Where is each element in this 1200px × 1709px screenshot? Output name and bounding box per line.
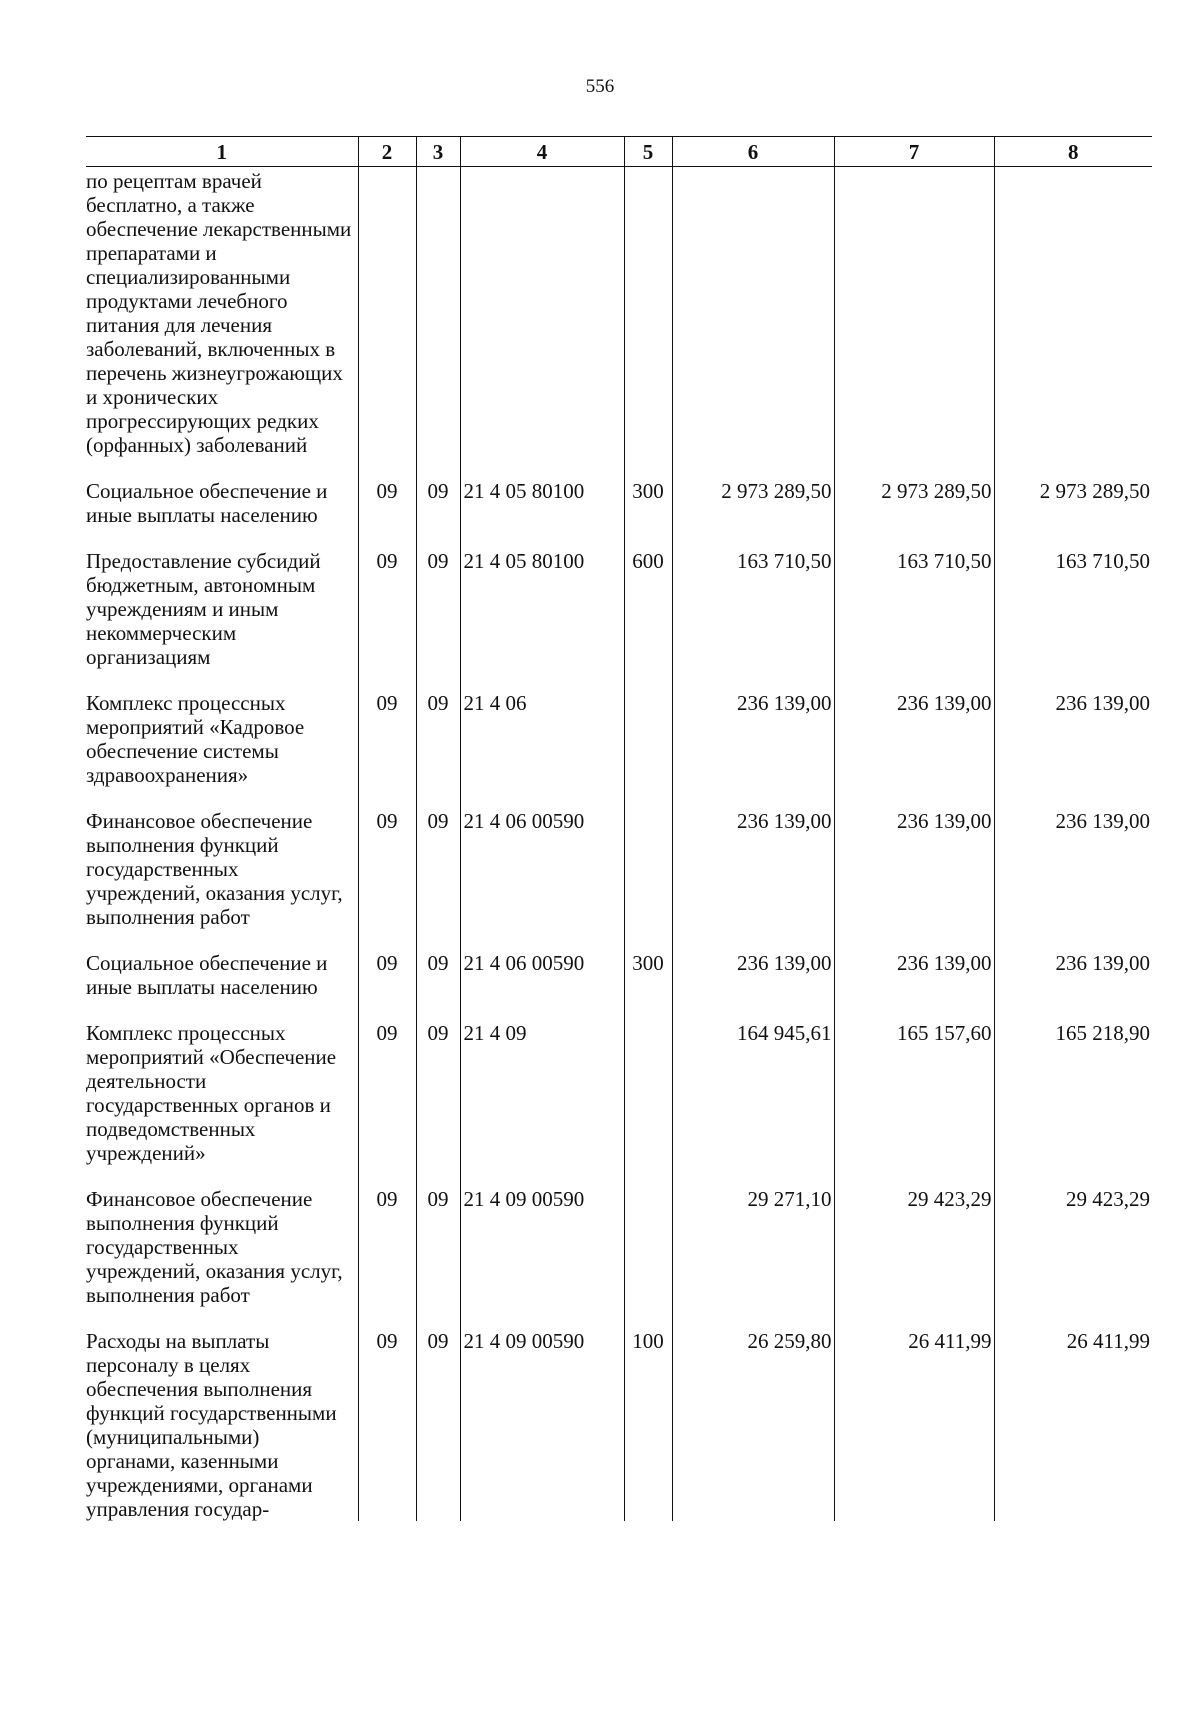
amount-col6: 2 973 289,50 <box>672 479 834 549</box>
target-article-code: 21 4 06 00590 <box>460 809 624 951</box>
section-code: 09 <box>358 809 416 951</box>
table-row <box>86 167 1152 480</box>
section-code: 09 <box>358 1021 416 1187</box>
amount-col8: 2 973 289,50 <box>994 479 1152 549</box>
expense-type-code: 100 <box>624 1329 672 1521</box>
amount-col8: 163 710,50 <box>994 549 1152 691</box>
subsection-code: 09 <box>416 951 460 1021</box>
subsection-code: 09 <box>416 1187 460 1329</box>
subsection-code: 09 <box>416 1021 460 1187</box>
target-article-code: 21 4 09 00590 <box>460 1329 624 1521</box>
expense-type-code <box>624 691 672 809</box>
expense-type-code <box>624 167 672 480</box>
budget-table <box>86 136 1152 1521</box>
section-code: 09 <box>358 1329 416 1521</box>
amount-col7: 26 411,99 <box>834 1329 994 1521</box>
amount-col7: 236 139,00 <box>834 951 994 1021</box>
expense-type-code: 600 <box>624 549 672 691</box>
subsection-code: 09 <box>416 691 460 809</box>
target-article-code: 21 4 09 <box>460 1021 624 1187</box>
amount-col8: 236 139,00 <box>994 809 1152 951</box>
target-article-code: 21 4 09 00590 <box>460 1187 624 1329</box>
amount-col6 <box>672 167 834 480</box>
expense-type-code <box>624 1021 672 1187</box>
subsection-code <box>416 167 460 480</box>
table-header-row <box>86 137 1152 167</box>
section-code: 09 <box>358 691 416 809</box>
page-number: 556 <box>585 76 615 97</box>
amount-col8: 236 139,00 <box>994 951 1152 1021</box>
table-row <box>86 809 1152 951</box>
amount-col6: 29 271,10 <box>672 1187 834 1329</box>
table-row <box>86 951 1152 1021</box>
amount-col8: 236 139,00 <box>994 691 1152 809</box>
subsection-code: 09 <box>416 809 460 951</box>
amount-col7: 163 710,50 <box>834 549 994 691</box>
section-code: 09 <box>358 549 416 691</box>
amount-col7: 165 157,60 <box>834 1021 994 1187</box>
column-header-7: 7 <box>834 137 994 167</box>
amount-col7: 236 139,00 <box>834 809 994 951</box>
amount-col8: 26 411,99 <box>994 1329 1152 1521</box>
section-code <box>358 167 416 480</box>
amount-col8: 165 218,90 <box>994 1021 1152 1187</box>
row-description: Расходы на выплаты персоналу в целях обеспечения выполнения функций государственными (муниципальными) органами, казенными учреждениями, органами управления государ- <box>86 1329 337 1521</box>
amount-col7 <box>834 167 994 480</box>
row-description: Финансовое обеспечение выполнения функций государственных учреждений, оказания услуг, выполнения работ <box>86 1187 343 1307</box>
column-header-1: 1 <box>86 137 358 167</box>
amount-col6: 164 945,61 <box>672 1021 834 1187</box>
amount-col8 <box>994 167 1152 480</box>
table-row <box>86 1187 1152 1329</box>
subsection-code: 09 <box>416 549 460 691</box>
row-description: по рецептам врачей бесплатно, а также обеспечение лекарственными препаратами и специализированными продуктами лечебного питания для лечения заболеваний, включенных в перечень жизнеугрожающих и хронических прогрессирующих редких (орфанных) заболеваний <box>86 169 352 457</box>
budget-table-container <box>86 136 1152 1521</box>
amount-col8: 29 423,29 <box>994 1187 1152 1329</box>
table-row <box>86 479 1152 549</box>
section-code: 09 <box>358 479 416 549</box>
amount-col6: 236 139,00 <box>672 691 834 809</box>
column-header-3: 3 <box>416 137 460 167</box>
column-header-8: 8 <box>994 137 1152 167</box>
target-article-code: 21 4 06 <box>460 691 624 809</box>
table-row <box>86 1329 1152 1521</box>
amount-col7: 29 423,29 <box>834 1187 994 1329</box>
target-article-code: 21 4 05 80100 <box>460 479 624 549</box>
expense-type-code: 300 <box>624 479 672 549</box>
amount-col6: 26 259,80 <box>672 1329 834 1521</box>
table-row <box>86 691 1152 809</box>
column-header-5: 5 <box>624 137 672 167</box>
expense-type-code: 300 <box>624 951 672 1021</box>
target-article-code: 21 4 05 80100 <box>460 549 624 691</box>
column-header-4: 4 <box>460 137 624 167</box>
amount-col7: 2 973 289,50 <box>834 479 994 549</box>
section-code: 09 <box>358 951 416 1021</box>
section-code: 09 <box>358 1187 416 1329</box>
row-description: Социальное обеспечение и иные выплаты населению <box>86 479 328 527</box>
row-description: Комплекс процессных мероприятий «Кадровое обеспечение системы здравоохранения» <box>86 691 305 787</box>
row-description: Финансовое обеспечение выполнения функций государственных учреждений, оказания услуг, выполнения работ <box>86 809 343 929</box>
table-row <box>86 549 1152 691</box>
subsection-code: 09 <box>416 1329 460 1521</box>
column-header-6: 6 <box>672 137 834 167</box>
row-description: Предоставление субсидий бюджетным, автономным учреждениям и иным некоммерческим организациям <box>86 549 321 669</box>
row-description: Комплекс процессных мероприятий «Обеспечение деятельности государственных органов и подведомственных учреждений» <box>86 1021 337 1165</box>
amount-col6: 236 139,00 <box>672 809 834 951</box>
amount-col7: 236 139,00 <box>834 691 994 809</box>
table-row <box>86 1021 1152 1187</box>
column-header-2: 2 <box>358 137 416 167</box>
target-article-code: 21 4 06 00590 <box>460 951 624 1021</box>
target-article-code <box>460 167 624 480</box>
subsection-code: 09 <box>416 479 460 549</box>
amount-col6: 163 710,50 <box>672 549 834 691</box>
expense-type-code <box>624 809 672 951</box>
expense-type-code <box>624 1187 672 1329</box>
amount-col6: 236 139,00 <box>672 951 834 1021</box>
row-description: Социальное обеспечение и иные выплаты населению <box>86 951 328 999</box>
